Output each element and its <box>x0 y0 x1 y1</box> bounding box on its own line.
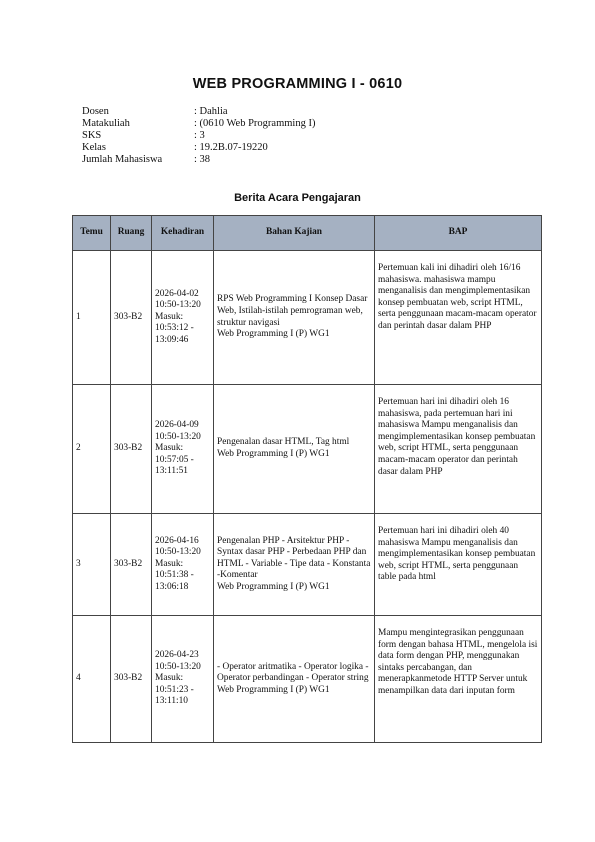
teaching-record-table <box>72 215 542 743</box>
info-value: : Dahlia <box>194 106 228 117</box>
kehadiran-date: 2026-04-23 <box>155 650 199 661</box>
kehadiran-schedule: 10:50-13:20 <box>155 431 201 442</box>
cell-temu: 3 <box>73 514 111 616</box>
info-label: SKS <box>82 130 102 141</box>
info-row-dosen <box>82 106 315 118</box>
bahan-course: Web Programming I (P) WG1 <box>217 449 330 459</box>
section-title: Berita Acara Pengajaran <box>234 192 361 204</box>
bahan-course: Web Programming I (P) WG1 <box>217 684 330 695</box>
info-value: : 19.2B.07-19220 <box>194 142 268 153</box>
kehadiran-date: 2026-04-16 <box>155 535 199 546</box>
header-temu: Temu <box>73 216 111 251</box>
cell-bap: Pertemuan hari ini dihadiri oleh 40 mahasiswa Mampu menganalisis dan mengimplementasikan konsep pembuatan web, script HTML, serta penggunaan table pada html <box>375 514 542 616</box>
cell-bap: Pertemuan kali ini dihadiri oleh 16/16 mahasiswa. mahasiswa mampu menganalisis dan mengimplementasikan konsep pembuatan web, script HTML, serta penggunaan macam-macam operator dan perintah dasar dalam PHP <box>375 251 542 385</box>
info-row-jumlah-mahasiswa <box>82 154 315 166</box>
info-row-matakuliah <box>82 118 315 130</box>
cell-kehadiran <box>152 514 214 616</box>
kehadiran-date: 2026-04-02 <box>155 288 199 299</box>
kehadiran-out: 13:06:18 <box>155 581 189 592</box>
kehadiran-date: 2026-04-09 <box>155 420 199 431</box>
info-label: Matakuliah <box>82 118 130 129</box>
info-row-sks <box>82 130 315 142</box>
kehadiran-schedule: 10:50-13:20 <box>155 300 201 311</box>
header-ruang: Ruang <box>111 216 152 251</box>
bahan-topic: - Operator aritmatika - Operator logika - Operator perbandingan - Operator string <box>217 661 369 684</box>
info-value: : 38 <box>194 154 211 165</box>
cell-kehadiran <box>152 616 214 743</box>
bahan-course: Web Programming I (P) WG1 <box>217 329 330 340</box>
table-row <box>73 251 542 385</box>
header-kehadiran: Kehadiran <box>152 216 214 251</box>
bahan-topic: RPS Web Programming I Konsep Dasar Web, Istilah-istilah pemrograman web, struktur navigasi <box>217 294 368 328</box>
bahan-topic: Pengenalan dasar HTML, Tag html <box>217 437 350 448</box>
kehadiran-in: 10:51:23 - <box>155 684 194 695</box>
cell-kehadiran <box>152 385 214 514</box>
cell-kehadiran <box>152 251 214 385</box>
cell-ruang: 303-B2 <box>111 385 152 514</box>
page-title: WEB PROGRAMMING I - 0610 <box>192 76 403 92</box>
kehadiran-label: Masuk: <box>155 673 184 684</box>
info-value: : 3 <box>194 130 205 141</box>
bahan-topic: Pengenalan PHP - Arsitektur PHP - Syntax dasar PHP - Perbedaan PHP dan HTML - Variable - Tipe data - Konstanta -Komentar <box>217 535 371 581</box>
info-value: : (0610 Web Programming I) <box>194 118 316 129</box>
bahan-course: Web Programming I (P) WG1 <box>217 581 330 592</box>
kehadiran-schedule: 10:50-13:20 <box>155 661 201 672</box>
cell-bap: Mampu mengintegrasikan penggunaan form dengan bahasa HTML, mengelola isi data form dengan PHP, menggunakan sintaks percabangan, dan menerapkanmetode HTTP Server untuk menampilkan data dari inputan form <box>375 616 542 743</box>
info-label: Dosen <box>82 106 109 117</box>
kehadiran-in: 10:51:38 - <box>155 570 194 581</box>
table-row <box>73 385 542 514</box>
cell-temu: 4 <box>73 616 111 743</box>
cell-temu: 2 <box>73 385 111 514</box>
info-label: Jumlah Mahasiswa <box>82 154 163 165</box>
cell-ruang: 303-B2 <box>111 251 152 385</box>
table-header-row <box>73 216 542 251</box>
cell-bahan-kajian <box>214 251 375 385</box>
cell-bahan-kajian <box>214 616 375 743</box>
cell-bap: Pertemuan hari ini dihadiri oleh 16 mahasiswa, pada pertemuan hari ini mahasiswa Mampu menganalisis dan mengimplementasikan konsep pembuatan web, script HTML, serta penggunaan macam-macam operator dan perintah dasar dalam PHP <box>375 385 542 514</box>
course-info <box>82 106 315 166</box>
kehadiran-out: 13:09:46 <box>155 334 189 345</box>
kehadiran-label: Masuk: <box>155 443 184 454</box>
cell-ruang: 303-B2 <box>111 514 152 616</box>
cell-bahan-kajian <box>214 514 375 616</box>
header-bap: BAP <box>375 216 542 251</box>
cell-bahan-kajian <box>214 385 375 514</box>
kehadiran-out: 13:11:10 <box>155 696 188 707</box>
table-row <box>73 514 542 616</box>
kehadiran-label: Masuk: <box>155 311 184 322</box>
kehadiran-schedule: 10:50-13:20 <box>155 547 201 558</box>
header-bahan-kajian: Bahan Kajian <box>214 216 375 251</box>
cell-temu: 1 <box>73 251 111 385</box>
table-row <box>73 616 542 743</box>
info-label: Kelas <box>82 142 106 153</box>
kehadiran-out: 13:11:51 <box>155 466 188 477</box>
kehadiran-in: 10:53:12 - <box>155 323 194 334</box>
info-row-kelas <box>82 142 315 154</box>
kehadiran-in: 10:57:05 - <box>155 454 194 465</box>
kehadiran-label: Masuk: <box>155 558 184 569</box>
cell-ruang: 303-B2 <box>111 616 152 743</box>
